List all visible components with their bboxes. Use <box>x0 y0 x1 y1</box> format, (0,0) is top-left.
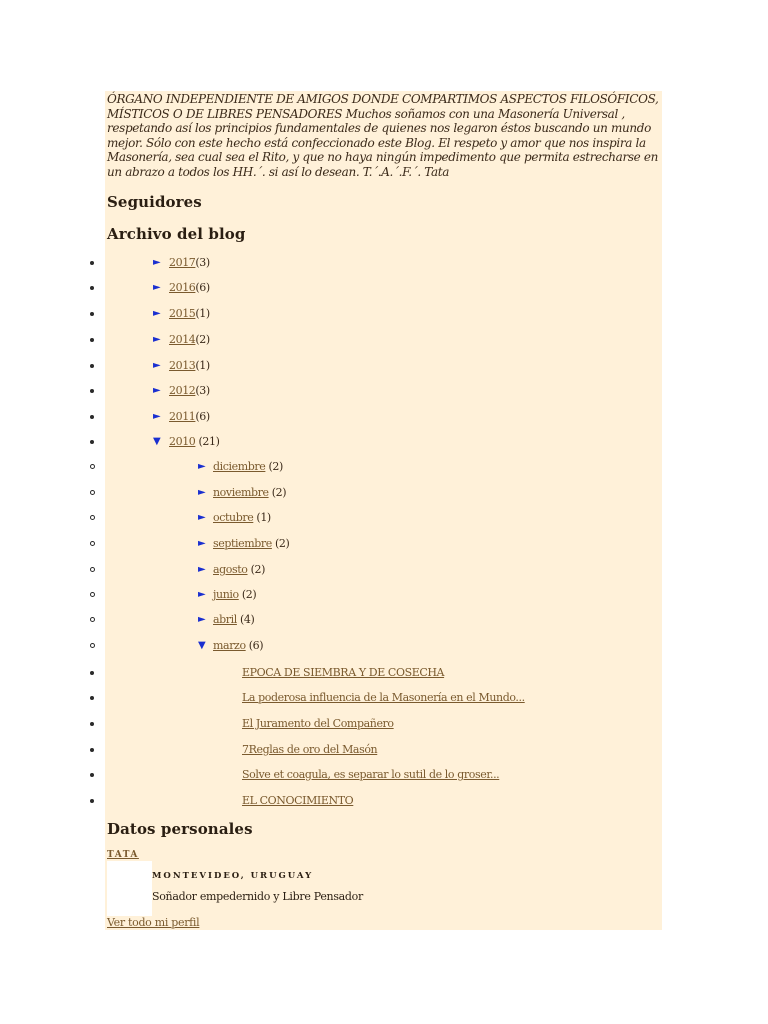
archive-month-row <box>0 614 660 632</box>
archive-year-link[interactable]: 2015 <box>169 307 196 320</box>
archive-year-row <box>0 308 660 326</box>
list-bullet <box>90 440 94 444</box>
archive-year-count: (6) <box>195 410 210 423</box>
archive-month-link[interactable]: diciembre <box>213 460 266 473</box>
archive-month-row <box>0 461 660 479</box>
archive-year-link[interactable]: 2014 <box>169 333 196 346</box>
expand-arrow-icon[interactable]: ► <box>153 385 161 396</box>
archive-post-link[interactable]: EPOCA DE SIEMBRA Y DE COSECHA <box>242 666 445 679</box>
list-ring-bullet <box>90 592 95 597</box>
expand-arrow-icon[interactable]: ► <box>153 257 161 268</box>
expand-arrow-icon[interactable]: ► <box>153 411 161 422</box>
archive-post-row <box>0 795 660 813</box>
archive-month-link[interactable]: junio <box>213 588 239 601</box>
list-bullet <box>90 389 94 393</box>
archive-month-row <box>0 487 660 505</box>
archive-heading: Archivo del blog <box>107 225 246 243</box>
archive-post-link[interactable]: EL CONOCIMIENTO <box>242 794 354 807</box>
list-bullet <box>90 696 94 700</box>
profile-name-link[interactable]: TATA <box>107 850 139 860</box>
archive-month-row <box>0 640 660 658</box>
collapse-arrow-icon[interactable]: ▼ <box>198 640 206 651</box>
archive-post-row <box>0 769 660 787</box>
list-bullet <box>90 415 94 419</box>
archive-post-row <box>0 692 660 710</box>
archive-month-link[interactable]: octubre <box>213 511 254 524</box>
archive-month-link[interactable]: agosto <box>213 563 248 576</box>
archive-year-link[interactable]: 2017 <box>169 256 196 269</box>
archive-month-link[interactable]: noviembre <box>213 486 269 499</box>
archive-year-count: (3) <box>195 256 210 269</box>
list-bullet <box>90 748 94 752</box>
list-bullet <box>90 773 94 777</box>
archive-year-row <box>0 385 660 403</box>
archive-month-link[interactable]: marzo <box>213 639 246 652</box>
expand-arrow-icon[interactable]: ► <box>153 282 161 293</box>
archive-year-link[interactable]: 2013 <box>169 359 196 372</box>
archive-year-link[interactable]: 2012 <box>169 384 196 397</box>
archive-post-link[interactable]: 7Reglas de oro del Masón <box>242 743 378 756</box>
archive-month-count: (2) <box>250 563 266 576</box>
blog-description <box>107 92 660 180</box>
archive-post-link[interactable]: El Juramento del Compañero <box>242 717 394 730</box>
archive-month-row <box>0 538 660 556</box>
expand-arrow-icon[interactable]: ► <box>198 538 206 549</box>
archive-month-link[interactable]: abril <box>213 613 237 626</box>
list-ring-bullet <box>90 490 95 495</box>
expand-arrow-icon[interactable]: ► <box>198 487 206 498</box>
archive-month-count: (2) <box>271 486 287 499</box>
personal-data-heading: Datos personales <box>107 820 253 838</box>
archive-year-count: (1) <box>195 307 210 320</box>
list-bullet <box>90 261 94 265</box>
list-bullet <box>90 286 94 290</box>
archive-post-row <box>0 667 660 685</box>
archive-month-row <box>0 589 660 607</box>
archive-year-link[interactable]: 2010 <box>169 435 196 448</box>
archive-year-row <box>0 334 660 352</box>
archive-year-link[interactable]: 2016 <box>169 281 196 294</box>
list-bullet <box>90 312 94 316</box>
list-ring-bullet <box>90 617 95 622</box>
profile-location: MONTEVIDEO, URUGUAY <box>152 871 314 881</box>
archive-month-row <box>0 564 660 582</box>
archive-post-link[interactable]: La poderosa influencia de la Masonería en el Mundo... <box>242 691 525 704</box>
archive-year-count: (3) <box>195 384 210 397</box>
expand-arrow-icon[interactable]: ► <box>198 512 206 523</box>
list-ring-bullet <box>90 515 95 520</box>
list-bullet <box>90 799 94 803</box>
list-ring-bullet <box>90 643 95 648</box>
list-bullet <box>90 338 94 342</box>
archive-year-link[interactable]: 2011 <box>169 410 196 423</box>
list-ring-bullet <box>90 464 95 469</box>
followers-heading: Seguidores <box>107 193 202 211</box>
expand-arrow-icon[interactable]: ► <box>198 614 206 625</box>
archive-post-row <box>0 718 660 736</box>
archive-month-count: (2) <box>268 460 283 473</box>
expand-arrow-icon[interactable]: ► <box>198 589 206 600</box>
expand-arrow-icon[interactable]: ► <box>198 461 206 472</box>
archive-post-row <box>0 744 660 762</box>
expand-arrow-icon[interactable]: ► <box>198 564 206 575</box>
archive-month-row <box>0 512 660 530</box>
archive-month-count: (2) <box>241 588 257 601</box>
avatar <box>107 861 152 916</box>
blog-description-title: ÓRGANO INDEPENDIENTE DE AMIGOS DONDE COMPARTIMOS ASPECTOS FILOSÓFICOS, MÍSTICOS O DE LIBRES PENSADORES <box>107 92 659 121</box>
archive-year-count: (1) <box>195 359 210 372</box>
archive-post-link[interactable]: Solve et coagula, es separar lo sutil de lo groser... <box>242 768 500 781</box>
blog-description-text: Muchos soñamos con una Masonería Universal , respetando así los principios fundamentales de quienes nos legaron éstos buscando un mundo mejor. Sólo con este hecho está confeccionado este Blog. El respeto y amor que nos inspira la Masonería, sea cual sea el Rito, y que no haya ningún impedimento que permita estrecharse en un abrazo a todos los HH.´. si así lo desean. T.´.A.´.F.´. Tata <box>107 106 659 179</box>
archive-month-link[interactable]: septiembre <box>213 537 272 550</box>
list-bullet <box>90 364 94 368</box>
archive-year-row <box>0 257 660 275</box>
list-bullet <box>90 671 94 675</box>
archive-year-row <box>0 411 660 429</box>
list-ring-bullet <box>90 541 95 546</box>
archive-year-count: (2) <box>195 333 210 346</box>
archive-year-count: (21) <box>198 435 220 448</box>
profile-about: Soñador empedernido y Libre Pensador <box>152 890 363 903</box>
archive-month-count: (6) <box>248 639 264 652</box>
archive-month-count: (4) <box>240 613 255 626</box>
archive-year-row <box>0 282 660 300</box>
expand-arrow-icon[interactable]: ► <box>153 334 161 345</box>
archive-year-row <box>0 436 660 454</box>
view-full-profile-link[interactable]: Ver todo mi perfil <box>107 916 200 929</box>
archive-year-row <box>0 360 660 378</box>
list-ring-bullet <box>90 567 95 572</box>
archive-year-count: (6) <box>195 281 210 294</box>
expand-arrow-icon[interactable]: ► <box>153 360 161 371</box>
archive-month-count: (2) <box>275 537 290 550</box>
archive-month-count: (1) <box>256 511 271 524</box>
list-bullet <box>90 722 94 726</box>
collapse-arrow-icon[interactable]: ▼ <box>153 436 161 447</box>
expand-arrow-icon[interactable]: ► <box>153 308 161 319</box>
